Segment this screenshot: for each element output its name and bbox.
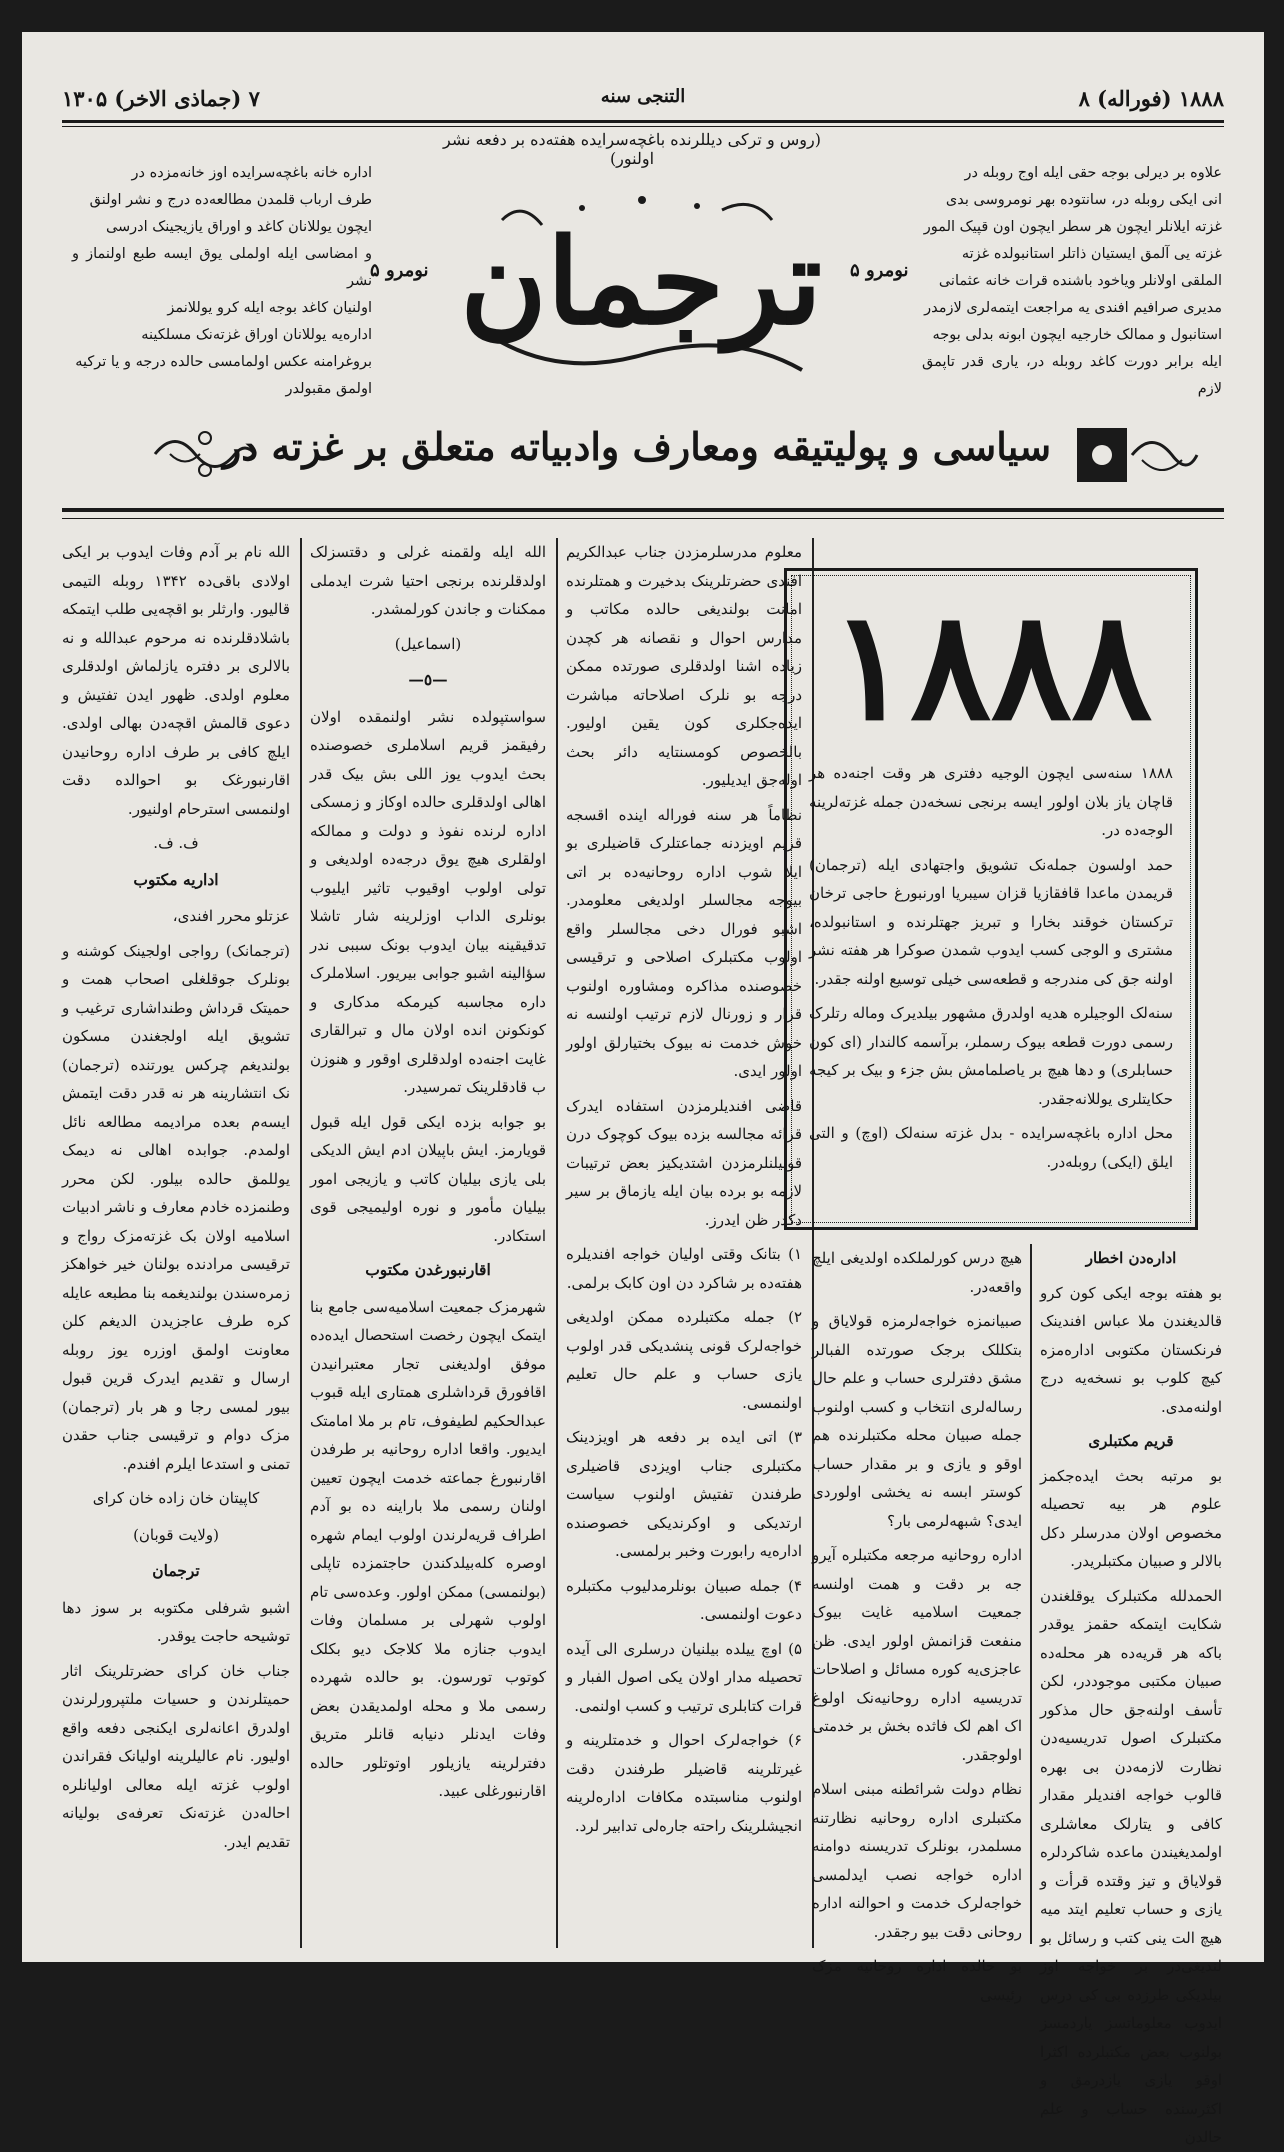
article-paragraph: عزتلو محرر افندی، <box>172 907 290 925</box>
info-line: ایله برابر دورت کاغد روبله در، یاری قدر تاپمق لازم <box>922 354 1222 397</box>
column-2 <box>310 538 546 1812</box>
gregorian-date: ۱۸۸۸ (فوراله) ۸ <box>1078 86 1224 111</box>
numbered-item: ۵) اوچ ییلده بیلنیان درسلری الی آیده تحصیله مدار اولان یکی اصول الفبار و قرات کتابلری ترتیب و کسب اولنمی. <box>566 1639 802 1715</box>
info-line: اداره‌یه یوللانان اوراق غزته‌نک مسلکینه <box>141 327 372 343</box>
info-line: اولمق مقبولدر <box>285 381 372 397</box>
top-rule-thin <box>62 126 1224 127</box>
numbered-item: ۶) خواجه‌لرک احوال و خدمتلرینه و غیرتلرینه قاضیلر طرفندن دقت اولنوب مناسبتده مکافات اداره‌لرینه انجیشلرینک راحته جاره‌لی تدابیر لرد. <box>566 1731 802 1835</box>
info-line: استانبول و ممالک خارجیه ایچون ابونه بدلی بوجه <box>932 327 1222 343</box>
article-paragraph: (ترجمانک) رواجی اولجینک کوشنه و بونلرک جوقلغلی اصحاب همت و حمیتک قرداش وطنداشاری ترغیب و تشویق ایله اولجغندن مسکون بولندیغم چرکس یورتنده (ترجمان) نک انتشارینه هر نه قدر دقت ایتمش ایسه‌م بعده مرادیمه مطالعه نائل اولمدم. جوابده اهالی نه دیمک یوللمق حالده بیلور. لکن محرر وطنمزده خادم معارف و ناشر ادبیات اسلامیه اولان بک غزته‌مزک رواج و ترقیسی مرادنده بولنان خیر خواهکز زمره‌سندن بولندیغمه بنا مطبعه عایله کره طرف عاجزیدن الدیغم کلن معاونت اولمق اوزره یوز روبله ارسال و تقدیم ایدرک قرین قبول بیور لمسی رجا و هر بار (ترجمان) مزک دوام و ترقیسی جناب حقدن تمنی و استدعا ایلرم افندم. <box>62 941 290 1473</box>
article-paragraph: قاضی افندیلرمزدن استفاده ایدرک قرائه مجالسه بزده بیوک کوچوک درن قونیلنلرمزدن اشتدیکیز بعض ترتیبات لازمه بو برده بیان ایله یازماق بر سیر دکدر ظن ایدرز. <box>566 1096 802 1229</box>
article-paragraph: نظاماً هر سنه فوراله اینده اقسجه قریم اویزدنه جماعتلرک قاضیلری بو ایلا شوب اداره روحانیه‌ده بر اتی بیوجه مجالسلر اولدیغی معلومدر. اشبو فورال دخی مجالسلر واقع اولوب مکتبلرک اصلاحی و ترقیسی خصوصنده مذاکره ومشاوره اولنوب قرار و زورنال لازم ترتیب اولنسه نه خوش خدمت نه بیوک بختیارلق اولور اولور ایدی. <box>566 805 802 1080</box>
info-line: طرف ارباب قلمدن مطالعه‌ده درج و نشر اولنق <box>89 192 372 208</box>
announcement-paragraph: محل اداره باغچه‌سرایده - بدل غزته سنه‌لک (اوچ) و التی ایلق (ایکی) روبله‌در. <box>809 1124 1173 1171</box>
publication-note: (روس و ترکی دیللرنده باغچه‌سرایده هفته‌ده بر دفعه نشر اولنور) <box>443 130 821 168</box>
article-location: (ولایت قوبان) <box>133 1525 219 1544</box>
issue-number-left: نومرو ۵ <box>370 260 429 281</box>
article-paragraph: سواستپولده نشر اولنمقده اولان رفیقمز قریم اسلاملری خصوصنده بحث ایدوب یوز اللی بش بیک قدر اهالی اولدقلری حالده اوکاز و زمسکی اداره لرنده نفوذ و دولت و ممالکه اولقلری هیچ یوق درجه‌ده اولدیغی و تولی اولوب اوقیوب تاثیر ایلیوب بونلری الداب اوزلرینه شار تاشلا تدقیقینه بیان ایدوب بونک سببی ندر سؤالینه اشبو جوابی بیریور. اسلاملرک داره مجاسبه کیرمکه مدکاری و کونکونن انده اولان مال و تبرالقاری غایت اجنه‌ده اولدقلری اوقور و هنوزن ب قادقلرینک تمرسیدر. <box>310 707 546 1096</box>
article-paragraph: اداره روحانیه مرجعه مکتبلره آیرو جه بر دقت و همت اولنسه جمعیت اسلامیه غایت بیوک منفعت قزانمش اولور ایدی. ظن عاجزی‌یه کوره مسائل و اصلاحات تدریسیه اداره روحانیه‌نک اولوغ اک اهم لک فاثده بخش بر خدمتی اولوجقدر. <box>812 1546 1022 1764</box>
masthead-rule <box>62 508 1224 512</box>
section-heading: اداره‌دن اخطار <box>1085 1249 1177 1267</box>
article-paragraph: بو هفته بوجه ایکی کون کرو قالدیغندن ملا عباس افندینک فرنکستان مکتوبی اداره‌مزه کیچ کلوب بو نسخه‌یه درج اولنه‌مدی. <box>1040 1283 1222 1416</box>
article-paragraph: اشبو شرفلی مکتوبه بر سوز دها توشیحه حاجت یوقدر. <box>62 1598 290 1645</box>
info-line: انی ایکی روبله در، سانتوده بهر نومروسی بدی <box>945 192 1222 208</box>
info-line: و امضاسی ایله اولملی یوق ایسه طبع اولنماز و نشر <box>72 246 372 289</box>
section-heading: اداریه مکتوب <box>133 869 219 889</box>
issue-number-right: نومرو ۵ <box>850 260 909 281</box>
announcement-year: ۱۸۸۸ <box>829 578 1153 754</box>
article-paragraph: الله نام بر آدم وفات ایدوب بر ایکی اولادی باقی‌ده ۱۳۴۲ روبله التیمی قالیور. وارثلر بو اقچه‌یی طلب ایتمکه باشلادقلرنده نه مرحوم عبدالله و نه بالالری بر دفتره یازلماش اولدقلری معلوم اولدی. ظهور ایدن تفتیش و دعوی قالمش اقچه‌دن بهالی اولدی. ایلچ کافی بر طرف اداره روحانیدن اقارنبورغک بو احوالده دقت اولنمسی استرحام اولنیور. <box>62 543 290 818</box>
article-signature: کاپیتان خان زاده خان کرای <box>92 1489 260 1507</box>
info-line: اداره خانه باغچه‌سرایده اوز خانه‌مزده در <box>131 165 372 181</box>
column-divider <box>300 538 302 1948</box>
section-divider: —٥— <box>408 670 448 689</box>
numbered-item: ۱) بتانک وقتی اولیان خواجه افندیلره هفته‌ده بر شاکرد دن اون کابک برلمی. <box>566 1245 802 1292</box>
info-line: علاوه بر دیرلی بوجه حقی ایله اوج روبله در <box>964 165 1222 181</box>
newspaper-page <box>22 32 1264 2146</box>
info-line: غزته ایلانلر ایچون هر سطر ایچون اون قپیک المور <box>923 219 1222 235</box>
column-3 <box>566 538 802 1846</box>
article-signature: ف. ف. <box>153 834 199 852</box>
announcement-paragraph: حمد اولسون جمله‌نک تشویق واجتهادی ایله (ترجمان) قریمدن ماعدا قافقازیا قزان سیبریا اورنبورغ حاجی ترخان ترکستان خوقند بخارا و تبریز جهتلرنده و استانبولده، مشتری و الوجی کسب ایدوب شمدن صوکرا هر هفته نشر اولنه جق کی مندرجه و قطعه‌سی خیلی توسیع اولنه جقدر. <box>809 855 1173 988</box>
section-heading: قریم مکتبلری <box>1088 1432 1174 1450</box>
hijri-date: ۷ (جماذی الاخر) ۱۳۰۵ <box>62 86 260 111</box>
column-4 <box>812 1244 1022 2004</box>
section-heading: ترجمان <box>152 1561 200 1580</box>
newspaper-title: ترجمان <box>460 212 822 351</box>
column-divider <box>556 538 558 1948</box>
article-signature: (اسماعیل) <box>394 634 462 653</box>
newspaper-subtitle: سیاسی و پولیتیقه ومعارف وادبیاته متعلق بر غزته در <box>222 424 1052 469</box>
article-paragraph: بو حالده اداره روحانیه مزک رئیسی <box>812 1957 1022 2004</box>
announcement-paragraph: ۱۸۸۸ سنه‌سی ایچون الوجیه دفتری هر وقت اجنه‌ده هر قاچان یاز بلان اولور ایسه برنجی نسخه‌دن جمله غزته‌لرینه الوجه‌ده در. <box>809 764 1173 839</box>
article-paragraph: بو جوابه بزده ایکی قول ایله قبول قویارمز. ایش باپیلان ادم ایش الدیکی بلی یازی بیلیان کاتب و یازیجی امور بیلیان مأمور و نوره اولیمیجی قوی استکادر. <box>310 1112 546 1245</box>
article-paragraph: نظام دولت شرائطنه مبنی اسلام مکتبلری اداره روحانیه نظارتنه مسلمدر، بونلرک تدریسنه دوامنه اداره خواجه نصب ایدلمسی خواجه‌لرک خدمت و احوالنه اداره روحانی دقت بیو رجقدر. <box>812 1780 1022 1941</box>
volume-year: التنجی سنه <box>600 86 686 107</box>
info-line: ایچون یوللانان کاغد و اوراق یازیجینک ادرسی <box>105 219 372 235</box>
announcement-paragraph: سنه‌لک الوجیلره هدیه اولدرق مشهور بیلدیرک وماله رتلرک رسمی دورت قطعه بیوک رسملر، برآسمه کالندار (ای کون حسابلری) و دها هیچ بر یاصلمامش بش جزء و بیک بر کیجه حکایتلری یوللانه‌جقدر. <box>809 1004 1173 1108</box>
article-paragraph: شهرمزک جمعیت اسلامیه‌سی جامع بنا ایتمک ایچون رخصت استحصال ایده‌ده موفق اولدیغنی تجار معتبرانیدن اقافورق قرداشلری همتاری ایله قبوب عبدالحکیم لطیفوف، تام بر ملا امامتک ایدیور. واقعا اداره روحانیه بر طرفدن اقارنبورغ جماعته خدمت ایچون تعیین اولنان رسمی ملا باراینه ده بو آدم اطراف قریه‌لرندن اولوب ایمام شهره اوصره کله‌بیلدکندن حاجتمزده تاپلی (بولنمسی) ممکن اولور. وعده‌سی تام اولوب شهرلی بر مسلمان وفات ایدوب جنازه ملا کلاجک دیو بکلک کوتوب تورسون. بو حالده شهرده رسمی ملا و محله اولمدیقدن بعض وفات ایدنلر دنیابه قانلر متریق دفترلرینه یازیلور اوتوتلور حالده اقارنبورغلی عبید. <box>310 1297 546 1800</box>
info-line: مدیری صرافیم افندی یه مراجعت ایتمه‌لری لازمدر <box>924 300 1222 316</box>
numbered-item: ۳) اتی ایده بر دفعه هر اویزدینک مکتبلری جناب اویزدی قاضیلری طرفندن تفتیش اولنوب سیاست ارتدیکی و اوکرندیکی خصوصنده اداره‌یه رابورت وخبر برلمسی. <box>566 1428 802 1560</box>
date-line <box>62 82 1224 122</box>
info-line: غزته یی آلمق ایستیان ذاتلر استانبولده غزته <box>961 246 1222 262</box>
right-ornament <box>1072 420 1202 490</box>
article-paragraph: جناب خان کرای حضرتلرینک اثار حمیتلرندن و حسیات ملتپرورلرندن اولدرق اعانه‌لری ایکنجی دفعه واقع اولیور. نام عالیلرینه اولیانک فقراندن اولوب غزته ایله معالی اولیانلره احاله‌دن غزته‌نک تعرفه‌ی بولیانه تقدیم ایدر. <box>62 1661 290 1851</box>
numbered-item: ۲) جمله مکتبلرده ممکن اولدیغی خواجه‌لرک قونی پنشدیکی قدر اولوب یازی حساب و علم حال تعلیم اولنمسی. <box>566 1308 802 1412</box>
article-paragraph: هیچ درس کورلملکده اولدیغی ایلچ واقعه‌در. <box>812 1249 1022 1296</box>
masthead <box>462 180 822 390</box>
article-paragraph: صبیانمزه خواجه‌لرمزه قولاياق و بتکللک برجک صورتده الفبالر مشق دفترلری حساب و علم حال رساله‌لری انتخاب و کسب اولنوب جمله صبیان محله مکتبلرنده هم اوقو و یازی و بر مقدار حساب کوستر ابسه نه یخشی اولوردی ایدی؟ شبهه‌لرمی بار؟ <box>812 1312 1022 1530</box>
info-line: الملقی اولانلر ویاخود باشنده قرات خانه عثمانی <box>938 273 1222 289</box>
top-rule <box>62 120 1224 123</box>
column-1 <box>62 538 290 1862</box>
subscription-info <box>922 160 1222 403</box>
masthead-rule-thin <box>62 518 1224 519</box>
article-paragraph: بو مرتبه بحث ایده‌جکمز علوم هر بیه تحصیله مخصوص اولان مدرسلر دکل بالالر و صبیان مکتبلریدر. <box>1040 1466 1222 1570</box>
numbered-item: ۴) جمله صبیان بونلرمدلیوب مکتبلره دعوت اولنمسی. <box>566 1576 802 1623</box>
info-line: بروغرامنه عکس اولمامسی حالده درجه و یا ترکیه <box>75 354 372 370</box>
column-5 <box>1040 1244 1222 2146</box>
column-divider <box>1030 1244 1032 1944</box>
article-paragraph: الحمدلله مکتبلرک یوقلغندن شکایت ایتمکه حقمز یوقدر باکه هر قریه‌ده هر محله‌ده صبیان مکتبی موجوددر، لکن تأسف اولنه‌جق حال مذکور مکتبلرک اصول تدریسیه‌دن نظارت لازمه‌دن بی بهره قالوب خواجه افندیلر مقدار کافی و یتارلک معاشلری اولمدیغیندن ماعده شاکردلره قولایاق و تیز وقتده قرأت و یازی و حساب تعلیم ایتد میه هیچ الت ینی کتب و رسائل بو لندیغی‌در بر خواجه اوز بیلدیکی طرزده بی کی درس ایدوب معلوماتسز یاردمسز بولنوب بعض مکتبلرده اکثرا اوقو یازی یازدرمق و اکثرسنده حساب و علم حالدن <box>1040 1586 1222 2146</box>
info-line: اولنیان کاغد بوجه ایله کرو یوللانمز <box>167 300 372 316</box>
announcement-box <box>784 568 1198 1230</box>
article-paragraph: معلوم مدرسلرمزدن جناب عبدالکریم افندی حضرتلرینک بدخیرت و همتلرنده امانت بولندیغی حالده مکاتب و مدارس احوال و نقصانه هر کچدن زیاده اشنا اولدقلری صورتده ممکن درجه بو نلرک اصلاحاته مباشرت ایده‌جکلری کون یقین اولیور. بالخصوص کومسنتایه دائر بحث اوله‌جق ایدیلیور. <box>566 543 802 789</box>
editorial-info <box>72 160 372 403</box>
section-heading: اقارنبورغدن مکتوب <box>365 1260 491 1279</box>
article-paragraph: الله ایله ولقمنه غرلی و دقتسزلک اولدقلرنده برنجی احتیا شرت ایدملی ممکنات و جاندن کورلمشدر. <box>310 543 546 618</box>
